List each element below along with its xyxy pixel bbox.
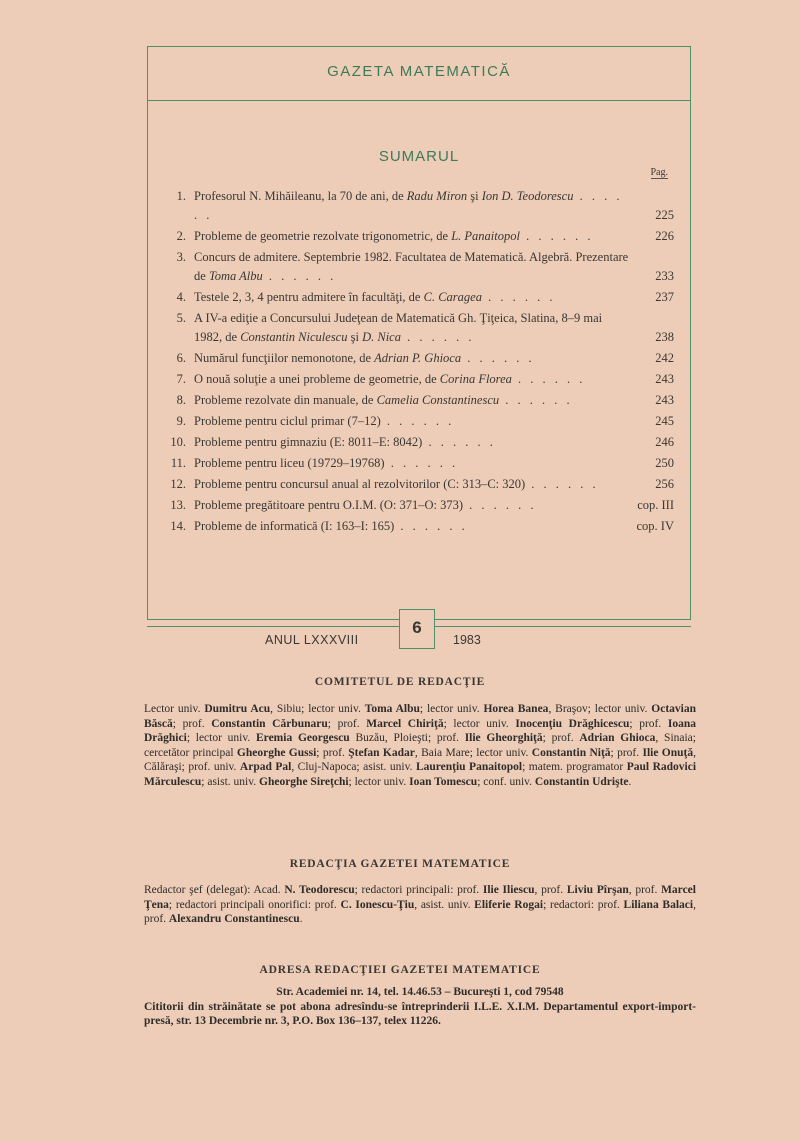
toc-title: Probleme pregătitoare pentru O.I.M. (O: 371–O: 373) . . . . . . bbox=[194, 498, 537, 512]
toc-number: 7. bbox=[176, 372, 186, 386]
toc-author: L. Panaitopol bbox=[451, 229, 520, 243]
section-text: ; prof. bbox=[172, 717, 212, 730]
committee-text bbox=[144, 702, 696, 790]
section-name: Ioan Tomescu bbox=[409, 775, 478, 788]
toc-author: Toma Albu bbox=[208, 269, 263, 283]
section-text: . bbox=[299, 913, 303, 926]
section-name: Octavian Băscă bbox=[144, 703, 697, 730]
editorial-text bbox=[144, 883, 696, 927]
section-text: Redactor şef (delegat): Acad. bbox=[144, 884, 285, 896]
section-name: Laurenţiu Panaitopol bbox=[415, 761, 523, 774]
toc-title-text: Probleme de informatică (I: 163–I: 165) bbox=[194, 519, 395, 533]
issue-year: 1983 bbox=[453, 633, 481, 647]
toc-entry bbox=[158, 433, 674, 452]
toc-number: 3. bbox=[176, 250, 186, 264]
toc-number: 14. bbox=[170, 519, 186, 533]
toc-title-text: Probleme de geometrie rezolvate trigonometric, de bbox=[194, 229, 452, 243]
toc-title-text: Probleme pentru gimnaziu (E: 8011–E: 8042) bbox=[194, 435, 423, 449]
toc-page-number: 256 bbox=[655, 477, 674, 491]
toc-title-text: Probleme pentru ciclul primar (7–12) bbox=[194, 414, 381, 428]
section-name: Alexandru Constantinescu bbox=[168, 913, 300, 926]
section-text: , prof. bbox=[628, 884, 662, 896]
toc-number: 4. bbox=[176, 290, 186, 304]
toc-page-number: 233 bbox=[655, 269, 674, 283]
section-name: Liliana Balaci bbox=[623, 898, 694, 911]
section-name: Gheorghe Sireţchi bbox=[259, 775, 349, 788]
toc-page-number: cop. IV bbox=[636, 519, 674, 533]
volume-label: ANUL LXXXVIII bbox=[265, 633, 359, 647]
toc-title-text: Testele 2, 3, 4 pentru admitere în facultăţi, de bbox=[194, 290, 424, 304]
toc-title-text: A IV-a ediţie a Concursului Judeţean de Matematică Gh. Ţiţeica, Slatina, 8–9 mai 1982, de bbox=[194, 311, 603, 344]
section-name: Cititorii din străinătate se pot abona adresîndu-se întreprinderii I.L.E. X.I.M. Departamentul export-import-presă, str. 13 Decembrie nr. 3, P.O. Box 136–137, telex 11226. bbox=[144, 1000, 696, 1028]
toc-number: 2. bbox=[176, 229, 186, 243]
section-text: ; redactori: prof. bbox=[543, 898, 624, 911]
toc-page-number: 237 bbox=[655, 290, 674, 304]
toc-title-text: Probleme pentru concursul anual al rezolvitorilor (C: 313–C: 320) bbox=[194, 477, 526, 491]
toc-entry bbox=[158, 187, 674, 225]
section-name: Constantin Cărbunaru bbox=[211, 717, 328, 730]
section-name: Ilie Iliescu bbox=[482, 884, 535, 896]
toc-author: Radu Miron bbox=[406, 189, 468, 203]
section-name: Eremia Georgescu bbox=[256, 732, 350, 745]
toc-author: Ion D. Teodorescu bbox=[481, 189, 574, 203]
section-name: Constantin Niţă bbox=[531, 746, 611, 759]
section-text: Lector univ. bbox=[144, 703, 205, 715]
toc-entry bbox=[158, 412, 674, 431]
toc-page-number: 242 bbox=[655, 351, 674, 365]
toc-entry bbox=[158, 309, 674, 347]
toc-author: Constantin Niculescu bbox=[240, 330, 348, 344]
section-text: ; prof. bbox=[542, 732, 580, 745]
toc-title: Concurs de admitere. Septembrie 1982. Facultatea de Matematică. Algebră. Prezentare de Toma Albu . . . . . . bbox=[194, 250, 629, 283]
toc-title: A IV-a ediţie a Concursului Judeţean de Matematică Gh. Ţiţeica, Slatina, 8–9 mai 1982, de Constantin Niculescu şi D. Nica . . . . . . bbox=[194, 311, 603, 344]
section-name: Ioana Drăghici bbox=[144, 717, 696, 745]
address-heading: ADRESA REDACŢIEI GAZETEI MATEMATICE bbox=[259, 964, 541, 976]
section-name: Ilie Gheorghiţă bbox=[464, 732, 543, 745]
section-text: , Braşov; lector univ. bbox=[548, 703, 652, 715]
toc-entry bbox=[158, 248, 674, 286]
toc-title: Probleme pentru gimnaziu (E: 8011–E: 8042) . . . . . . bbox=[194, 435, 496, 449]
section-text: ; matem. programator bbox=[522, 761, 627, 774]
toc-page-number: 243 bbox=[655, 393, 674, 407]
issue-bar bbox=[147, 605, 691, 653]
section-text: Buzău, Ploieşti; prof. bbox=[349, 732, 465, 745]
section-name: Inocenţiu Drăghicescu bbox=[515, 717, 630, 730]
section-text: . bbox=[628, 775, 632, 788]
toc-title-text: Probleme pentru liceu (19729–19768) bbox=[194, 456, 385, 470]
section-name: Str. Academiei nr. 14, tel. 14.46.53 – Bucureşti 1, cod 79548 bbox=[276, 986, 564, 998]
editorial-heading: REDACŢIA GAZETEI MATEMATICE bbox=[289, 858, 511, 870]
section-name: N. Teodorescu bbox=[284, 884, 355, 896]
section-name: Dumitru Acu bbox=[204, 703, 271, 715]
toc-title-text: şi bbox=[467, 189, 482, 203]
toc-title: Probleme de geometrie rezolvate trigonometric, de L. Panaitopol . . . . . . bbox=[194, 229, 594, 243]
issue-number: 6 bbox=[399, 609, 435, 649]
toc-number: 11. bbox=[170, 456, 186, 470]
section-text: , asist. univ. bbox=[414, 898, 475, 911]
toc-title-text: Probleme pregătitoare pentru O.I.M. (O: 371–O: 373) bbox=[194, 498, 464, 512]
toc-entry bbox=[158, 475, 674, 494]
section-name: Adrian Ghioca bbox=[579, 732, 656, 745]
toc-title: O nouă soluţie a unei probleme de geometrie, de Corina Florea . . . . . . bbox=[194, 372, 586, 386]
toc-number: 6. bbox=[176, 351, 186, 365]
address-text bbox=[144, 985, 696, 1029]
toc-page-number: 238 bbox=[655, 330, 674, 344]
toc-title: Profesorul N. Mihăileanu, la 70 de ani, de Radu Miron şi Ion D. Teodorescu . . . . . . bbox=[194, 189, 623, 222]
toc-number: 5. bbox=[176, 311, 186, 325]
toc-number: 8. bbox=[176, 393, 186, 407]
section-text: ; prof. bbox=[316, 746, 349, 759]
section-text: ; lector univ. bbox=[443, 717, 516, 730]
toc-author: Adrian P. Ghioca bbox=[374, 351, 462, 365]
toc-title: Probleme pentru concursul anual al rezolvitorilor (C: 313–C: 320) . . . . . . bbox=[194, 477, 599, 491]
journal-title: GAZETA MATEMATICĂ bbox=[327, 63, 511, 80]
toc-page-number: cop. III bbox=[637, 498, 674, 512]
toc-title: Numărul funcţiilor nemonotone, de Adrian P. Ghioca . . . . . . bbox=[194, 351, 535, 365]
toc-page-number: 225 bbox=[655, 208, 674, 222]
toc-entry bbox=[158, 349, 674, 368]
section-text: ; asist. univ. bbox=[201, 775, 259, 788]
toc-title: Testele 2, 3, 4 pentru admitere în facultăţi, de C. Caragea . . . . . . bbox=[194, 290, 556, 304]
section-text: ; redactori principali: prof. bbox=[354, 884, 483, 896]
toc-entry bbox=[158, 227, 674, 246]
section-name: Toma Albu bbox=[364, 703, 420, 715]
section-text: ; redactori principali onorifici: prof. bbox=[168, 898, 341, 911]
toc-title-text: Profesorul N. Mihăileanu, la 70 de ani, de bbox=[194, 189, 407, 203]
section-text: , Sibiu; lector univ. bbox=[270, 703, 365, 715]
toc-entry bbox=[158, 517, 674, 536]
section-name: Ilie Onuţă bbox=[642, 746, 694, 759]
committee-heading: COMITETUL DE REDACŢIE bbox=[314, 676, 486, 688]
section-text: ; lector univ. bbox=[419, 703, 484, 715]
section-name: C. Ionescu-Ţiu bbox=[340, 898, 415, 911]
toc-title-text: Numărul funcţiilor nemonotone, de bbox=[194, 351, 375, 365]
section-text: ; prof. bbox=[629, 717, 668, 730]
toc-title: Probleme de informatică (I: 163–I: 165) . . . . . . bbox=[194, 519, 468, 533]
toc-title-text: O nouă soluţie a unei probleme de geometrie, de bbox=[194, 372, 440, 386]
section-text: ; lector univ. bbox=[348, 775, 410, 788]
toc-author: D. Nica bbox=[362, 330, 401, 344]
toc-number: 10. bbox=[170, 435, 186, 449]
toc-title: Probleme pentru liceu (19729–19768) . . . . . . bbox=[194, 456, 459, 470]
toc-page-number: 245 bbox=[655, 414, 674, 428]
toc-author: Camelia Constantinescu bbox=[376, 393, 500, 407]
toc-title: Probleme pentru ciclul primar (7–12) . . . . . . bbox=[194, 414, 455, 428]
toc-number: 1. bbox=[176, 189, 186, 203]
section-text: , Baia Mare; lector univ. bbox=[414, 746, 532, 759]
section-text: , prof. bbox=[534, 884, 567, 896]
section-name: Constantin Udrişte bbox=[534, 775, 629, 788]
toc-number: 13. bbox=[170, 498, 186, 512]
section-text: , Sinaia; cercetător principal bbox=[144, 732, 696, 759]
section-name: Marcel Ţena bbox=[144, 884, 696, 911]
toc-entry bbox=[158, 454, 674, 473]
section-text: ; conf. univ. bbox=[477, 775, 535, 788]
toc-entry bbox=[158, 496, 674, 515]
section-name: Arpad Pal bbox=[239, 761, 292, 774]
toc-page-number: 250 bbox=[655, 456, 674, 470]
toc-author: C. Caragea bbox=[423, 290, 482, 304]
toc-page-number: 246 bbox=[655, 435, 674, 449]
section-text: , Călăraşi; prof. univ. bbox=[144, 746, 696, 774]
toc-title-text: Concurs de admitere. Septembrie 1982. Facultatea de Matematică. Algebră. Prezentare de bbox=[194, 250, 629, 283]
page-column-label: Pag. bbox=[650, 167, 668, 178]
table-of-contents bbox=[158, 187, 674, 538]
toc-author: Corina Florea bbox=[439, 372, 512, 386]
toc-number: 9. bbox=[176, 414, 186, 428]
section-name: Gheorghe Gussi bbox=[236, 746, 317, 759]
toc-title: Probleme rezolvate din manuale, de Camelia Constantinescu . . . . . . bbox=[194, 393, 573, 407]
section-text: , Cluj-Napoca; asist. univ. bbox=[291, 761, 416, 774]
masthead-rule bbox=[148, 100, 690, 101]
section-text: , prof. bbox=[144, 898, 696, 926]
toc-entry bbox=[158, 391, 674, 410]
section-name: Liviu Pîrşan bbox=[566, 884, 629, 896]
section-name: Marcel Chiriţă bbox=[366, 717, 444, 730]
toc-page-number: 226 bbox=[655, 229, 674, 243]
section-text: ; prof. bbox=[610, 746, 643, 759]
toc-page-number: 243 bbox=[655, 372, 674, 386]
toc-title-text: şi bbox=[347, 330, 363, 344]
toc-entry bbox=[158, 370, 674, 389]
section-name: Eliferie Rogai bbox=[474, 898, 544, 911]
toc-title-text: Probleme rezolvate din manuale, de bbox=[194, 393, 377, 407]
section-text: ; lector univ. bbox=[186, 732, 257, 745]
contents-frame bbox=[147, 46, 691, 620]
summary-title: SUMARUL bbox=[378, 148, 460, 165]
toc-entry bbox=[158, 288, 674, 307]
toc-number: 12. bbox=[170, 477, 186, 491]
section-name: Ştefan Kadar bbox=[348, 746, 415, 759]
section-name: Paul Radovici Mărculescu bbox=[144, 761, 697, 788]
section-text: ; prof. bbox=[327, 717, 367, 730]
section-name: Horea Banea bbox=[483, 703, 549, 715]
